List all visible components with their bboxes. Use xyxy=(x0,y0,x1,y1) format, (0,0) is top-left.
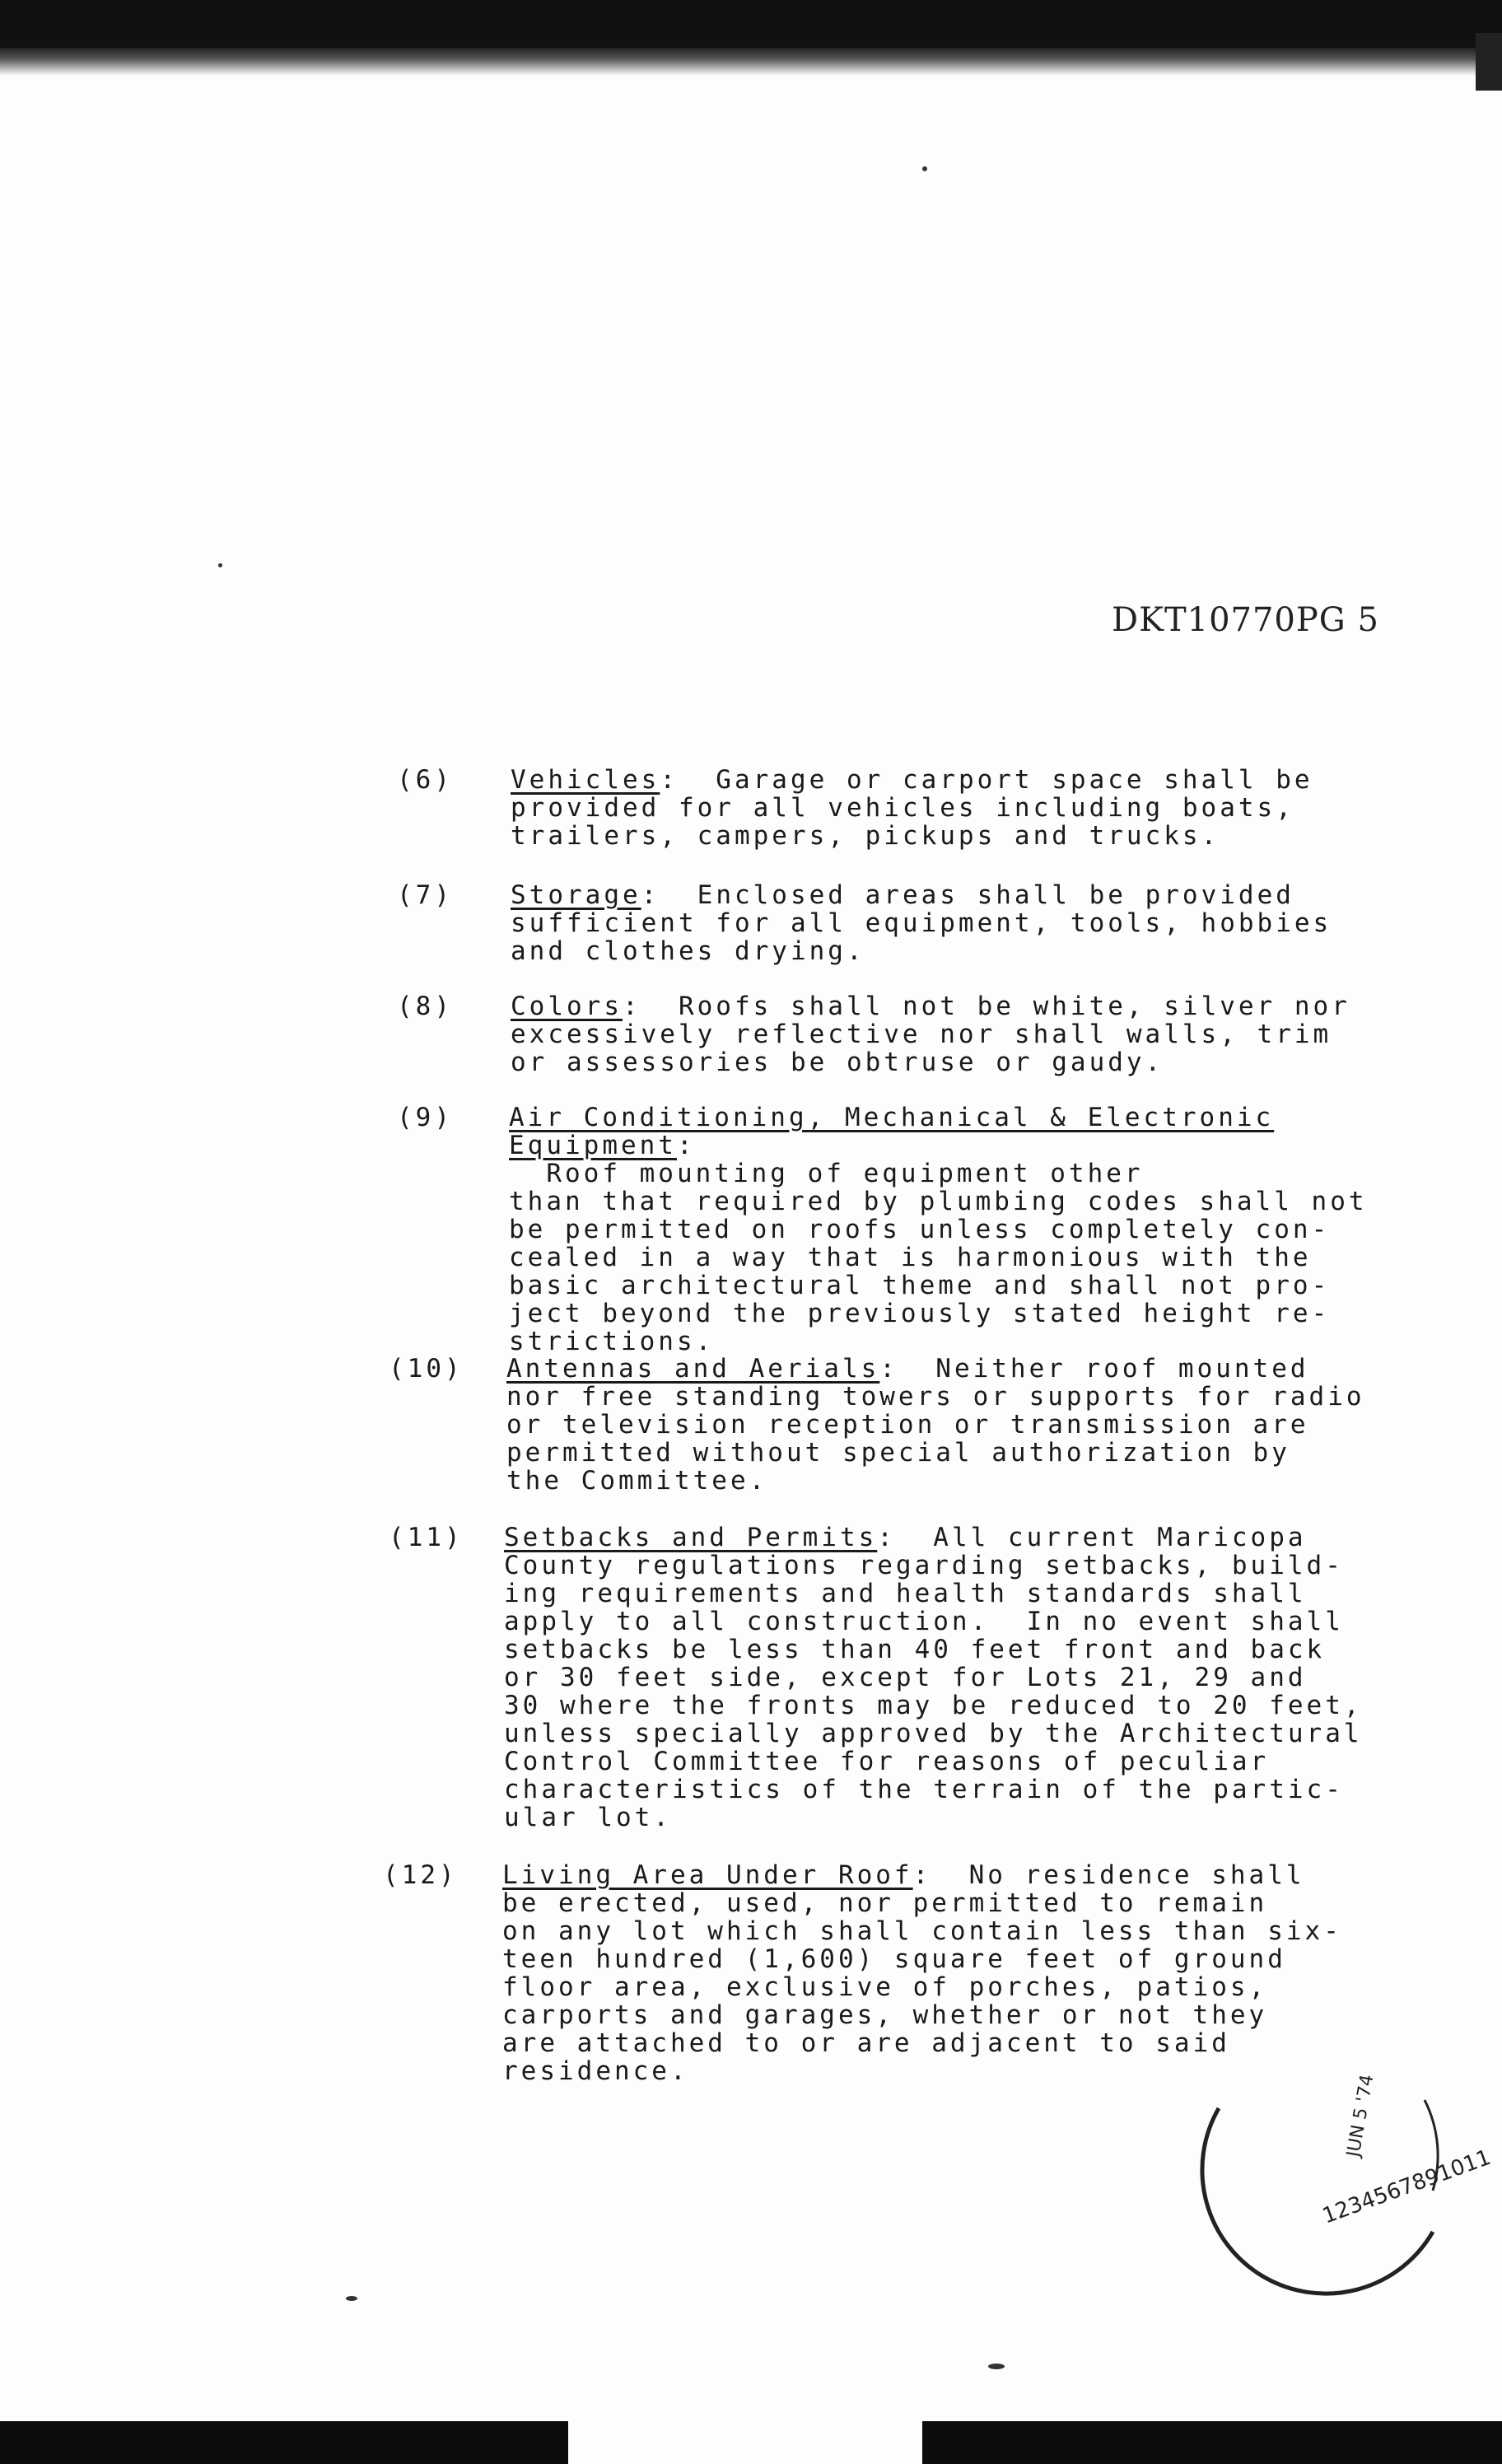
section-number: (12) xyxy=(383,1860,458,1890)
section-text-line: nor free standing towers or supports for radio xyxy=(506,1382,1365,1412)
scan-speck xyxy=(922,166,927,171)
section-text-line: Garage or carport space shall be xyxy=(678,765,1313,795)
section-text-line: Roof mounting of equipment other xyxy=(509,1159,1144,1188)
recording-stamp xyxy=(1186,2073,1495,2256)
section-title-separator: : xyxy=(879,1354,898,1384)
section-text-line: are attached to or are adjacent to said xyxy=(502,2028,1230,2058)
section-text-line: unless specially approved by the Architectural xyxy=(504,1719,1363,1748)
section-text-line: provided for all vehicles including boats, xyxy=(511,793,1294,823)
section-text-line: apply to all construction. In no event shall xyxy=(504,1607,1344,1636)
section-title-separator: : xyxy=(676,1131,696,1160)
section-text-line: ject beyond the previously stated height re- xyxy=(509,1299,1331,1328)
scan-border-bottom-right xyxy=(922,2421,1502,2464)
section-body xyxy=(509,1103,1368,1356)
section-text-line: basic architectural theme and shall not pro- xyxy=(509,1271,1331,1300)
section-text-line: on any lot which shall contain less than six- xyxy=(502,1916,1342,1946)
scan-border-top xyxy=(0,0,1502,76)
section-text-line: floor area, exclusive of porches, patios, xyxy=(502,1972,1268,2002)
section-text-line: Neither roof mounted xyxy=(898,1354,1309,1384)
section-text-line: than that required by plumbing codes shall not xyxy=(509,1187,1368,1216)
section-text-line: or assessories be obtruse or gaudy. xyxy=(511,1048,1164,1077)
section-text-line: carports and garages, whether or not they xyxy=(502,2000,1268,2030)
section-number: (8) xyxy=(397,992,453,1021)
section-text-line: be permitted on roofs unless completely con- xyxy=(509,1215,1331,1244)
section-number: (11) xyxy=(389,1523,464,1552)
section-text-line: teen hundred (1,600) square feet of ground xyxy=(502,1944,1286,1974)
section-title-separator: : xyxy=(622,992,641,1021)
section-body xyxy=(511,992,1359,1076)
section-title: Storage xyxy=(511,880,641,910)
section-number: (6) xyxy=(397,765,453,795)
section-text-line: and clothes drying. xyxy=(511,936,865,966)
docket-reference: DKT10770PG 5 xyxy=(1112,601,1379,639)
stamp-ring-text: 1234567891011 xyxy=(1319,2144,1495,2229)
section-text-line: 30 where the fronts may be reduced to 20 feet, xyxy=(504,1691,1363,1720)
section-text-line: or 30 feet side, except for Lots 21, 29 and xyxy=(504,1663,1307,1692)
section-text-line: be erected, used, nor permitted to remain xyxy=(502,1888,1268,1918)
section-text-line: County regulations regarding setbacks, build- xyxy=(504,1551,1344,1580)
scan-edge-right xyxy=(1476,33,1502,91)
section-text-line: excessively reflective nor shall walls, trim xyxy=(511,1020,1332,1049)
section-text-line: Enclosed areas shall be provided xyxy=(660,880,1294,910)
section-body xyxy=(511,766,1359,850)
section-body xyxy=(511,881,1359,965)
scan-speck xyxy=(346,2296,357,2301)
section-body xyxy=(504,1523,1363,1832)
section-title-separator: : xyxy=(912,1860,932,1890)
section-text-line: permitted without special authorization by xyxy=(506,1438,1290,1468)
section-text-line: characteristics of the terrain of the partic- xyxy=(504,1775,1344,1804)
section-text-line: No residence shall xyxy=(931,1860,1305,1890)
section-body xyxy=(502,1861,1350,2085)
scan-speck xyxy=(218,563,222,567)
section-text-line: or television reception or transmission are xyxy=(506,1410,1309,1440)
section-text-line: cealed in a way that is harmonious with the xyxy=(509,1243,1312,1272)
scan-speck xyxy=(988,2364,1005,2369)
section-text-line: the Committee. xyxy=(506,1466,768,1496)
section-title-separator: : xyxy=(641,880,660,910)
section-text-line: All current Maricopa xyxy=(895,1523,1307,1552)
section-text-line: Roofs shall not be white, silver nor xyxy=(641,992,1350,1021)
stamp-date: JUN 5 '74 xyxy=(1343,2073,1378,2159)
section-number: (7) xyxy=(397,880,453,910)
section-text-line: setbacks be less than 40 feet front and back xyxy=(504,1635,1326,1664)
section-number: (10) xyxy=(389,1354,464,1384)
section-body xyxy=(506,1354,1365,1496)
section-title: Setbacks and Permits xyxy=(504,1523,878,1552)
section-title: Vehicles xyxy=(511,765,660,795)
section-title: Air Conditioning, Mechanical & Electronic Equipment xyxy=(509,1103,1275,1160)
section-text-line: Control Committee for reasons of peculiar xyxy=(504,1747,1270,1776)
section-title: Living Area Under Roof xyxy=(502,1860,913,1890)
section-text-line: ular lot. xyxy=(504,1803,672,1832)
scan-border-bottom-left xyxy=(0,2421,568,2464)
section-text-line: trailers, campers, pickups and trucks. xyxy=(511,821,1220,851)
section-title-separator: : xyxy=(660,765,679,795)
section-number: (9) xyxy=(397,1103,453,1132)
section-text-line: strictions. xyxy=(509,1327,715,1356)
section-title-separator: : xyxy=(877,1523,896,1552)
section-text-line: sufficient for all equipment, tools, hobbies xyxy=(511,908,1332,938)
section-title: Colors xyxy=(511,992,623,1021)
section-text-line: residence. xyxy=(502,2056,689,2086)
section-text-line: ing requirements and health standards shall xyxy=(504,1579,1307,1608)
section-title: Antennas and Aerials xyxy=(506,1354,880,1384)
